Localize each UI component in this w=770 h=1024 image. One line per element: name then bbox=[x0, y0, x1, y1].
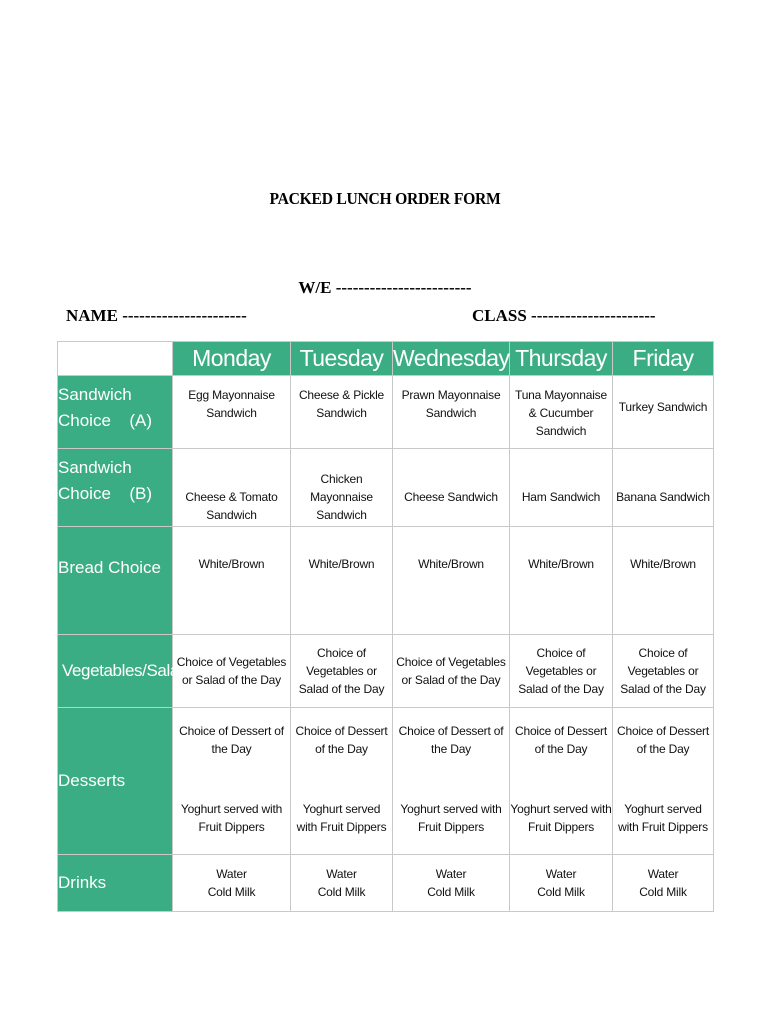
yoghurt-choice[interactable]: Yoghurt served with Fruit Dippers bbox=[510, 802, 612, 834]
bread-wednesday[interactable]: White/Brown bbox=[393, 527, 510, 635]
drinks-tuesday[interactable] bbox=[291, 855, 393, 912]
day-header-monday: Monday bbox=[173, 342, 291, 376]
vegetables-tuesday[interactable]: Choice of Vegetables or Salad of the Day bbox=[291, 635, 393, 708]
vegetables-wednesday[interactable]: Choice of Vegetables or Salad of the Day bbox=[393, 635, 510, 708]
vegetables-friday[interactable]: Choice of Vegetables or Salad of the Day bbox=[613, 635, 714, 708]
dessert-choice[interactable]: Choice of Dessert of the Day bbox=[179, 724, 284, 756]
bread-thursday[interactable]: White/Brown bbox=[510, 527, 613, 635]
sandwich-a-label-line2: Choice bbox=[58, 411, 111, 430]
drink-water: Water bbox=[435, 867, 467, 881]
yoghurt-choice[interactable]: Yoghurt served with Fruit Dippers bbox=[296, 802, 387, 834]
sandwich-b-label-line1: Sandwich bbox=[58, 458, 132, 477]
drink-milk: Cold Milk bbox=[427, 885, 475, 899]
class-field[interactable]: CLASS ---------------------- bbox=[472, 306, 656, 325]
lunch-order-table bbox=[57, 341, 714, 912]
sandwich-b-label-line2: Choice bbox=[58, 484, 111, 503]
drink-water: Water bbox=[545, 867, 577, 881]
desserts-friday bbox=[613, 708, 714, 855]
sandwich-a-label-line1: Sandwich bbox=[58, 385, 132, 404]
form-title: PACKED LUNCH ORDER FORM bbox=[269, 189, 501, 208]
sandwich-a-monday[interactable]: Egg Mayonnaise Sandwich bbox=[173, 376, 291, 449]
day-header-tuesday: Tuesday bbox=[291, 342, 393, 376]
vegetables-thursday[interactable]: Choice of Vegetables or Salad of the Day bbox=[510, 635, 613, 708]
desserts-tuesday bbox=[291, 708, 393, 855]
sandwich-a-tuesday[interactable]: Cheese & Pickle Sandwich bbox=[291, 376, 393, 449]
name-field[interactable]: NAME ---------------------- bbox=[66, 306, 247, 325]
sandwich-b-row bbox=[58, 449, 714, 527]
desserts-wednesday bbox=[393, 708, 510, 855]
vegetables-row bbox=[58, 635, 714, 708]
sandwich-a-label-line2-wrap bbox=[58, 408, 172, 434]
drinks-wednesday[interactable] bbox=[393, 855, 510, 912]
drink-milk: Cold Milk bbox=[537, 885, 585, 899]
desserts-thursday bbox=[510, 708, 613, 855]
row-label-sandwich-a bbox=[58, 376, 173, 449]
desserts-monday bbox=[173, 708, 291, 855]
drinks-friday[interactable] bbox=[613, 855, 714, 912]
yoghurt-choice[interactable]: Yoghurt served with Fruit Dippers bbox=[400, 802, 502, 834]
drink-milk: Cold Milk bbox=[639, 885, 687, 899]
drinks-monday[interactable] bbox=[173, 855, 291, 912]
drinks-thursday[interactable] bbox=[510, 855, 613, 912]
sandwich-a-thursday[interactable]: Tuna Mayonnaise & Cucumber Sandwich bbox=[510, 376, 613, 449]
yoghurt-choice[interactable]: Yoghurt served with Fruit Dippers bbox=[618, 802, 708, 834]
drinks-row bbox=[58, 855, 714, 912]
sandwich-b-tuesday[interactable]: Chicken Mayonnaise Sandwich bbox=[291, 449, 393, 527]
sandwich-b-friday[interactable]: Banana Sandwich bbox=[613, 449, 714, 527]
dessert-choice[interactable]: Choice of Dessert of the Day bbox=[617, 724, 709, 756]
drink-water: Water bbox=[647, 867, 679, 881]
sandwich-b-monday[interactable]: Cheese & Tomato Sandwich bbox=[173, 449, 291, 527]
desserts-wednesday-block bbox=[393, 708, 509, 854]
sandwich-b-label-line2-wrap bbox=[58, 481, 172, 507]
sandwich-a-friday[interactable]: Turkey Sandwich bbox=[613, 376, 714, 449]
dessert-choice[interactable]: Choice of Dessert of the Day bbox=[515, 724, 607, 756]
bread-monday[interactable]: White/Brown bbox=[173, 527, 291, 635]
sandwich-b-thursday[interactable]: Ham Sandwich bbox=[510, 449, 613, 527]
desserts-friday-block bbox=[613, 708, 713, 854]
desserts-row bbox=[58, 708, 714, 855]
desserts-tuesday-block bbox=[291, 708, 392, 854]
week-ending-field[interactable]: W/E ------------------------ bbox=[298, 278, 472, 297]
row-label-sandwich-b bbox=[58, 449, 173, 527]
day-header-wednesday: Wednesday bbox=[393, 342, 510, 376]
sandwich-b-label-suffix: (B) bbox=[129, 484, 152, 503]
bread-row bbox=[58, 527, 714, 635]
dessert-choice[interactable]: Choice of Dessert of the Day bbox=[295, 724, 388, 756]
bread-friday[interactable]: White/Brown bbox=[613, 527, 714, 635]
sandwich-b-wednesday[interactable]: Cheese Sandwich bbox=[393, 449, 510, 527]
drink-water: Water bbox=[326, 867, 357, 881]
desserts-thursday-block bbox=[510, 708, 612, 854]
day-header-friday: Friday bbox=[613, 342, 714, 376]
sandwich-a-row bbox=[58, 376, 714, 449]
drink-milk: Cold Milk bbox=[207, 885, 256, 899]
desserts-monday-block bbox=[173, 708, 290, 854]
sandwich-a-label-suffix: (A) bbox=[129, 411, 152, 430]
yoghurt-choice[interactable]: Yoghurt served with Fruit Dippers bbox=[180, 802, 283, 834]
row-label-desserts: Desserts bbox=[58, 708, 173, 855]
bread-tuesday[interactable]: White/Brown bbox=[291, 527, 393, 635]
drink-water: Water bbox=[216, 867, 247, 881]
row-label-vegetables: Vegetables/Salad bbox=[58, 635, 173, 708]
day-header-thursday: Thursday bbox=[510, 342, 613, 376]
drink-milk: Cold Milk bbox=[317, 885, 366, 899]
day-header-row bbox=[58, 342, 714, 376]
header-corner bbox=[58, 342, 173, 376]
dessert-choice[interactable]: Choice of Dessert of the Day bbox=[398, 724, 504, 756]
row-label-bread: Bread Choice bbox=[58, 527, 173, 635]
sandwich-a-wednesday[interactable]: Prawn Mayonnaise Sandwich bbox=[393, 376, 510, 449]
row-label-drinks: Drinks bbox=[58, 855, 173, 912]
vegetables-monday[interactable]: Choice of Vegetables or Salad of the Day bbox=[173, 635, 291, 708]
